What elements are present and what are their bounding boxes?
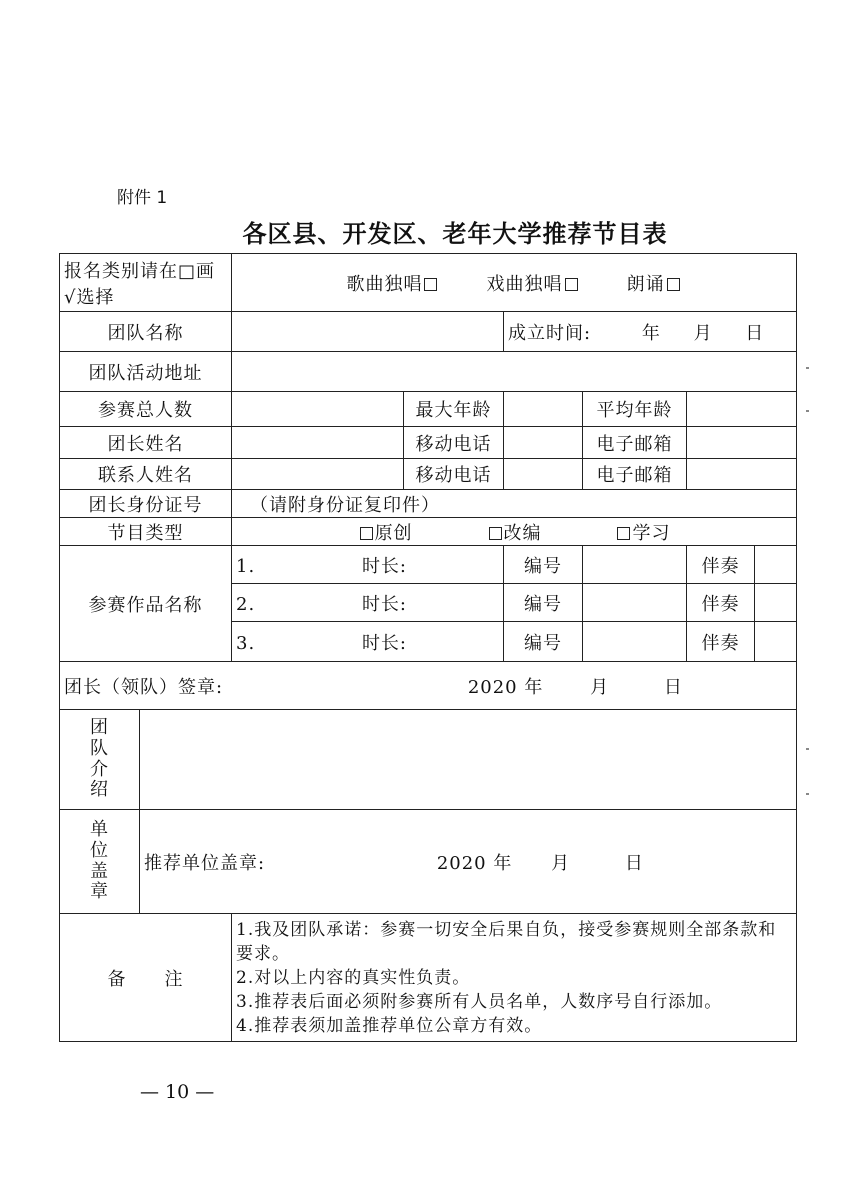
- work-row-3-accompaniment[interactable]: [755, 622, 797, 662]
- work-index: 2.: [236, 593, 256, 615]
- team-intro-field[interactable]: [140, 710, 797, 810]
- work-index: 1.: [236, 555, 256, 577]
- contact-email-label: 电子邮箱: [583, 459, 687, 490]
- unit-seal-month: 月: [551, 852, 571, 874]
- signature-month: 月: [590, 676, 610, 698]
- scan-mark: [806, 748, 809, 750]
- signature-cell[interactable]: [60, 662, 797, 710]
- team-intro-label: 团队介绍: [90, 717, 109, 801]
- option-learning[interactable]: 学习: [615, 523, 670, 544]
- option-recitation[interactable]: 朗诵: [627, 274, 682, 295]
- leader-name-field[interactable]: [232, 427, 404, 459]
- signature-label: 团长（领队）签章:: [64, 676, 224, 698]
- number-label: 编号: [504, 546, 583, 584]
- max-age-field[interactable]: [504, 392, 583, 427]
- established-cell[interactable]: [504, 312, 797, 352]
- checkbox-icon[interactable]: [617, 527, 630, 540]
- duration-label: 时长:: [361, 632, 408, 654]
- work-row-2-title[interactable]: [232, 584, 504, 622]
- remarks-content: [232, 914, 797, 1042]
- recommendation-form: [59, 253, 797, 1042]
- leader-name-label: 团长姓名: [60, 427, 232, 459]
- work-row-1-title[interactable]: [232, 546, 504, 584]
- avg-age-label: 平均年龄: [583, 392, 687, 427]
- remark-line: 2.对以上内容的真实性负责。: [236, 967, 471, 988]
- checkbox-icon[interactable]: [424, 278, 437, 291]
- contact-name-field[interactable]: [232, 459, 404, 490]
- duration-label: 时长:: [361, 555, 408, 577]
- work-row-2-number[interactable]: [583, 584, 687, 622]
- checkbox-icon[interactable]: [489, 527, 502, 540]
- accompaniment-label: 伴奏: [687, 622, 755, 662]
- remark-line: 4.推荐表须加盖推荐单位公章方有效。: [236, 1015, 543, 1036]
- team-name-label: 团队名称: [60, 312, 232, 352]
- team-intro-label-cell: [60, 710, 140, 810]
- activity-address-field[interactable]: [232, 352, 797, 392]
- established-label: 成立时间:: [508, 322, 592, 344]
- work-row-1-number[interactable]: [583, 546, 687, 584]
- contact-mobile-label: 移动电话: [404, 459, 504, 490]
- option-opera-solo[interactable]: 戏曲独唱: [487, 274, 580, 295]
- category-label: 报名类别请在□画√选择: [64, 260, 216, 308]
- scan-mark: [806, 367, 809, 369]
- program-type-label: 节目类型: [60, 518, 232, 546]
- established-year: 年: [641, 322, 661, 344]
- activity-address-label: 团队活动地址: [60, 352, 232, 392]
- number-label: 编号: [504, 584, 583, 622]
- leader-mobile-field[interactable]: [504, 427, 583, 459]
- unit-seal-text: 推荐单位盖章:: [144, 852, 266, 874]
- work-row-3-number[interactable]: [583, 622, 687, 662]
- form-title: 各区县、开发区、老年大学推荐节目表: [242, 219, 668, 248]
- attachment-label: 附件 1: [117, 188, 168, 208]
- page-number: — 10 —: [140, 1081, 215, 1103]
- program-type-options: [232, 518, 797, 546]
- duration-label: 时长:: [361, 593, 408, 615]
- accompaniment-label: 伴奏: [687, 546, 755, 584]
- work-row-3-title[interactable]: [232, 622, 504, 662]
- established-month: 月: [693, 322, 713, 344]
- scan-mark: [806, 410, 809, 412]
- remark-line: 1.我及团队承诺：参赛一切安全后果自负，接受参赛规则全部条款和要求。: [236, 919, 777, 964]
- team-name-field[interactable]: [232, 312, 504, 352]
- unit-seal-year: 2020 年: [436, 852, 513, 874]
- established-day: 日: [745, 322, 765, 344]
- contact-mobile-field[interactable]: [504, 459, 583, 490]
- leader-mobile-label: 移动电话: [404, 427, 504, 459]
- leader-id-label: 团长身份证号: [60, 490, 232, 518]
- option-solo-song[interactable]: 歌曲独唱: [346, 274, 439, 295]
- option-adapted[interactable]: 改编: [487, 523, 542, 544]
- participants-field[interactable]: [232, 392, 404, 427]
- work-row-1-accompaniment[interactable]: [755, 546, 797, 584]
- avg-age-field[interactable]: [687, 392, 797, 427]
- participants-label: 参赛总人数: [60, 392, 232, 427]
- accompaniment-label: 伴奏: [687, 584, 755, 622]
- scan-mark: [806, 793, 809, 795]
- work-row-2-accompaniment[interactable]: [755, 584, 797, 622]
- unit-seal-label-cell: [60, 810, 140, 914]
- work-index: 3.: [236, 632, 256, 654]
- max-age-label: 最大年龄: [404, 392, 504, 427]
- category-label-cell: [60, 254, 232, 312]
- checkbox-icon[interactable]: [667, 278, 680, 291]
- leader-email-label: 电子邮箱: [583, 427, 687, 459]
- contact-email-field[interactable]: [687, 459, 797, 490]
- leader-email-field[interactable]: [687, 427, 797, 459]
- contact-name-label: 联系人姓名: [60, 459, 232, 490]
- unit-seal-day: 日: [624, 852, 644, 874]
- unit-seal-cell[interactable]: [140, 810, 797, 914]
- works-label: 参赛作品名称: [60, 546, 232, 662]
- leader-id-field[interactable]: [232, 490, 797, 518]
- checkbox-icon[interactable]: [565, 278, 578, 291]
- signature-day: 日: [663, 676, 683, 698]
- checkbox-icon[interactable]: [360, 527, 373, 540]
- remark-line: 3.推荐表后面必须附参赛所有人员名单，人数序号自行添加。: [236, 991, 723, 1012]
- option-original[interactable]: 原创: [358, 523, 413, 544]
- category-options-cell: [232, 254, 797, 312]
- signature-year: 2020 年: [467, 676, 544, 698]
- unit-seal-label: 单位盖章: [90, 819, 109, 903]
- leader-id-note: （请附身份证复印件）: [250, 494, 441, 516]
- remarks-label: 备 注: [60, 914, 232, 1042]
- number-label: 编号: [504, 622, 583, 662]
